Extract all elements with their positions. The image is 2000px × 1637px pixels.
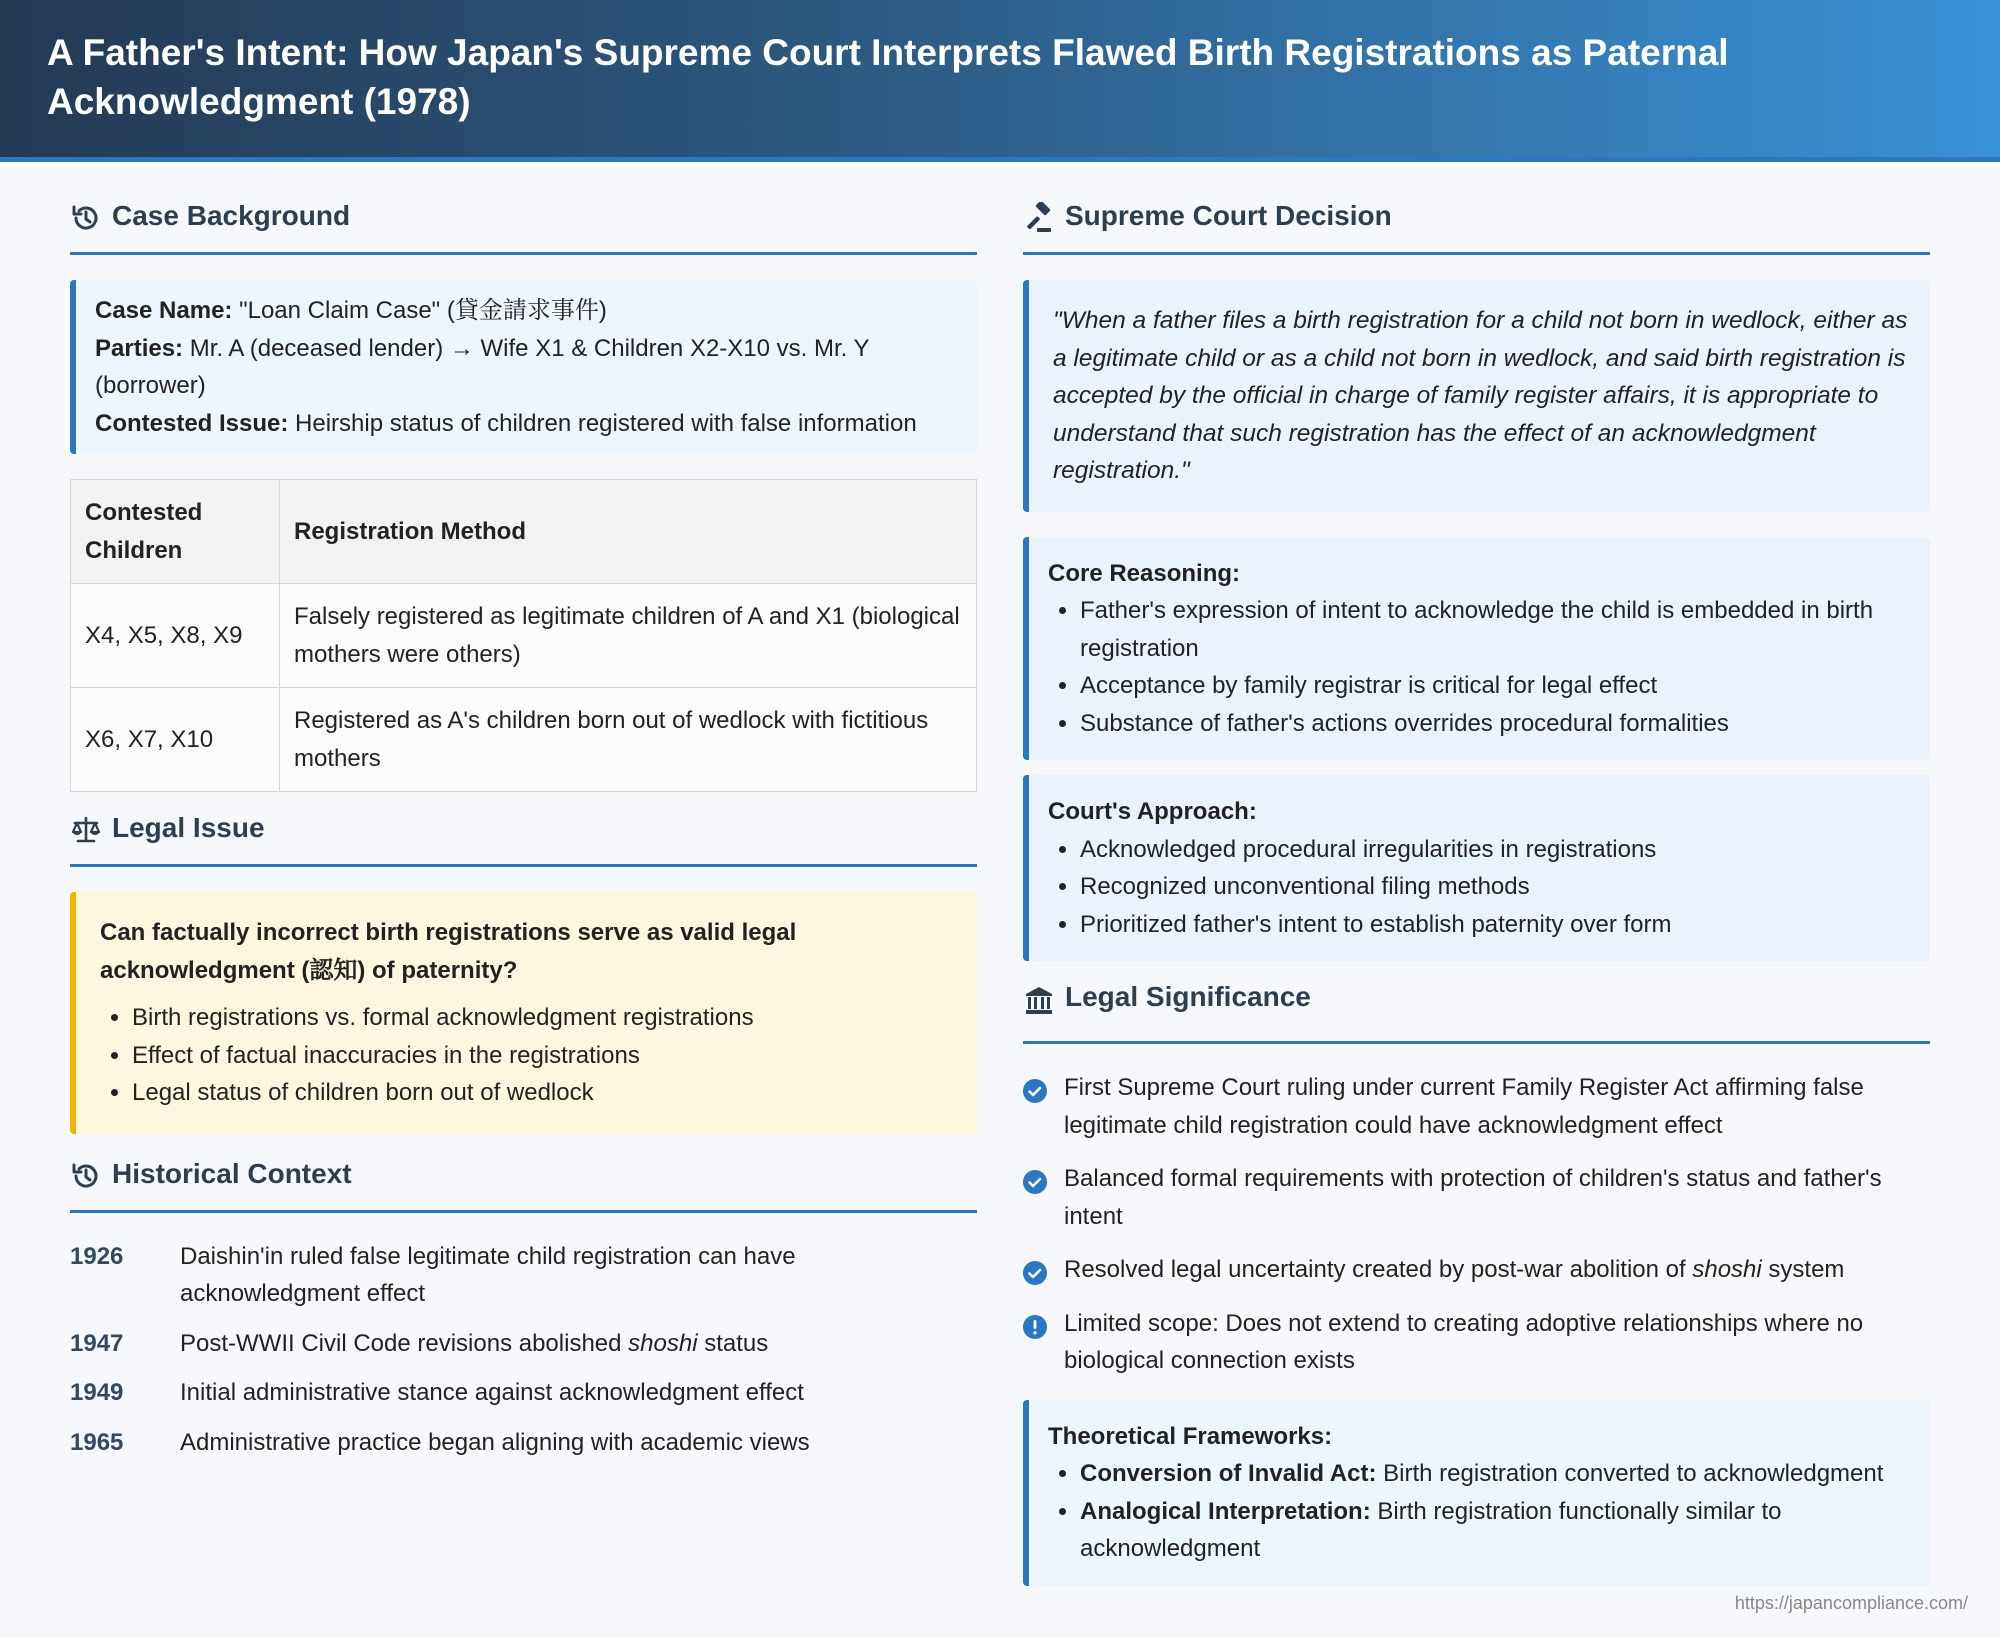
right-column	[1023, 190, 1930, 1586]
core-reasoning-label: Core Reasoning:	[1048, 559, 1241, 587]
page-header	[0, 0, 2000, 162]
timeline-year: 1947	[70, 1329, 124, 1357]
check-circle-icon	[1023, 1079, 1047, 1103]
frameworks-list	[1048, 1455, 1908, 1568]
table-header: Registration Method	[280, 480, 977, 584]
timeline-year: 1926	[70, 1242, 124, 1270]
table-cell: Falsely registered as legitimate children of A and X1 (biological mothers were others)	[280, 584, 977, 688]
gavel-icon	[1023, 202, 1055, 234]
significance-item: Resolved legal uncertainty created by post-war abolition of shoshi system	[1023, 1251, 1930, 1289]
case-name-line: Case Name: "Loan Claim Case" (貸金請求事件)	[95, 297, 607, 324]
history-icon	[70, 202, 102, 234]
parties-line: Parties: Mr. A (deceased lender) → Wife X1 & Children X2-X10 vs. Mr. Y (borrower)	[95, 334, 870, 399]
list-item: • Substance of father's actions overrides procedural formalities	[1080, 705, 1908, 743]
list-item: • Father's expression of intent to acknowledge the child is embedded in birth registration	[1080, 592, 1908, 667]
legal-issue-heading	[70, 802, 977, 867]
timeline-text: Administrative practice began aligning with academic views	[180, 1428, 810, 1456]
decision-quote: "When a father files a birth registration for a child not born in wedlock, either as a legitimate child or as a child not born in wedlock, and said birth registration is accepted by the official in charge of family register affairs, it is appropriate to understand that such registration has the effect of an acknowledgment registration."	[1053, 307, 1908, 484]
legal-issue-title: Legal Issue	[112, 812, 265, 843]
list-item: • Acceptance by family registrar is critical for legal effect	[1080, 667, 1908, 705]
table-cell: X6, X7, X10	[71, 688, 280, 792]
contested-children-table	[70, 479, 977, 792]
historical-context-title: Historical Context	[112, 1157, 352, 1189]
page-title: A Father's Intent: How Japan's Supreme Court Interprets Flawed Birth Registrations as Paternal Acknowledgment (1978)	[47, 32, 1729, 122]
courts-approach-list	[1048, 831, 1908, 944]
supreme-court-decision-title: Supreme Court Decision	[1065, 200, 1392, 231]
list-item: • Conversion of Invalid Act: Birth registration converted to acknowledgment	[1080, 1455, 1908, 1493]
list-item: • Legal status of children born out of wedlock	[132, 1074, 955, 1112]
significance-list	[1023, 1069, 1930, 1380]
list-item: • Effect of factual inaccuracies in the registrations	[132, 1037, 955, 1075]
courts-approach-label: Court's Approach:	[1048, 798, 1257, 825]
history-icon	[70, 1160, 102, 1192]
list-item: • Acknowledged procedural irregularities in registrations	[1080, 831, 1908, 869]
legal-significance-heading	[1023, 971, 1930, 1044]
timeline	[70, 1238, 977, 1462]
case-background-title: Case Background	[112, 200, 351, 231]
list-item: • Birth registrations vs. formal acknowledgment registrations	[132, 999, 955, 1037]
timeline-item	[70, 1325, 977, 1363]
supreme-court-decision-heading	[1023, 190, 1930, 255]
timeline-item	[70, 1374, 977, 1412]
theoretical-frameworks-box	[1023, 1400, 1930, 1586]
list-item: • Analogical Interpretation: Birth registration functionally similar to acknowledgment	[1080, 1493, 1908, 1568]
table-row	[71, 688, 977, 792]
core-reasoning-box	[1023, 537, 1930, 761]
scale-icon	[70, 814, 102, 846]
exclamation-circle-icon	[1023, 1315, 1047, 1339]
significance-item: Limited scope: Does not extend to creating adoptive relationships where no biological connection exists	[1023, 1305, 1930, 1380]
timeline-item	[70, 1238, 977, 1313]
core-reasoning-list	[1048, 592, 1908, 742]
legal-issue-question: Can factually incorrect birth registrations serve as valid legal acknowledgment (認知) of paternity?	[100, 919, 797, 984]
check-circle-icon	[1023, 1261, 1047, 1285]
legal-significance-title: Legal Significance	[1065, 981, 1311, 1012]
significance-item: First Supreme Court ruling under current Family Register Act affirming false legitimate child registration could have acknowledgment effect	[1023, 1069, 1930, 1144]
timeline-year: 1949	[70, 1379, 124, 1406]
table-row	[71, 584, 977, 688]
left-column	[70, 190, 977, 1473]
table-header: Contested Children	[71, 480, 280, 584]
historical-context-heading	[70, 1148, 977, 1213]
legal-issue-list	[100, 999, 955, 1112]
timeline-year: 1965	[70, 1428, 124, 1456]
case-info-box	[70, 280, 977, 454]
timeline-text: Initial administrative stance against acknowledgment effect	[180, 1379, 804, 1406]
contested-issue-line: Contested Issue: Heirship status of children registered with false information	[95, 409, 917, 437]
institution-icon	[1023, 985, 1055, 1017]
timeline-item	[70, 1424, 977, 1462]
table-header-row	[71, 480, 977, 584]
timeline-text: Post-WWII Civil Code revisions abolished shoshi status	[180, 1329, 769, 1357]
legal-issue-box	[70, 892, 977, 1134]
courts-approach-box	[1023, 775, 1930, 961]
table-cell: X4, X5, X8, X9	[71, 584, 280, 688]
decision-quote-box	[1023, 280, 1930, 512]
frameworks-label: Theoretical Frameworks:	[1048, 1422, 1333, 1450]
list-item: • Recognized unconventional filing methods	[1080, 868, 1908, 906]
list-item: • Prioritized father's intent to establish paternity over form	[1080, 906, 1908, 944]
footer-url: https://japancompliance.com/	[1734, 1593, 1968, 1613]
significance-item: Balanced formal requirements with protection of children's status and father's intent	[1023, 1160, 1930, 1235]
case-background-heading	[70, 190, 977, 255]
check-circle-icon	[1023, 1170, 1047, 1194]
timeline-text: Daishin'in ruled false legitimate child registration can have acknowledgment effect	[180, 1242, 796, 1307]
table-cell: Registered as A's children born out of wedlock with fictitious mothers	[280, 688, 977, 792]
